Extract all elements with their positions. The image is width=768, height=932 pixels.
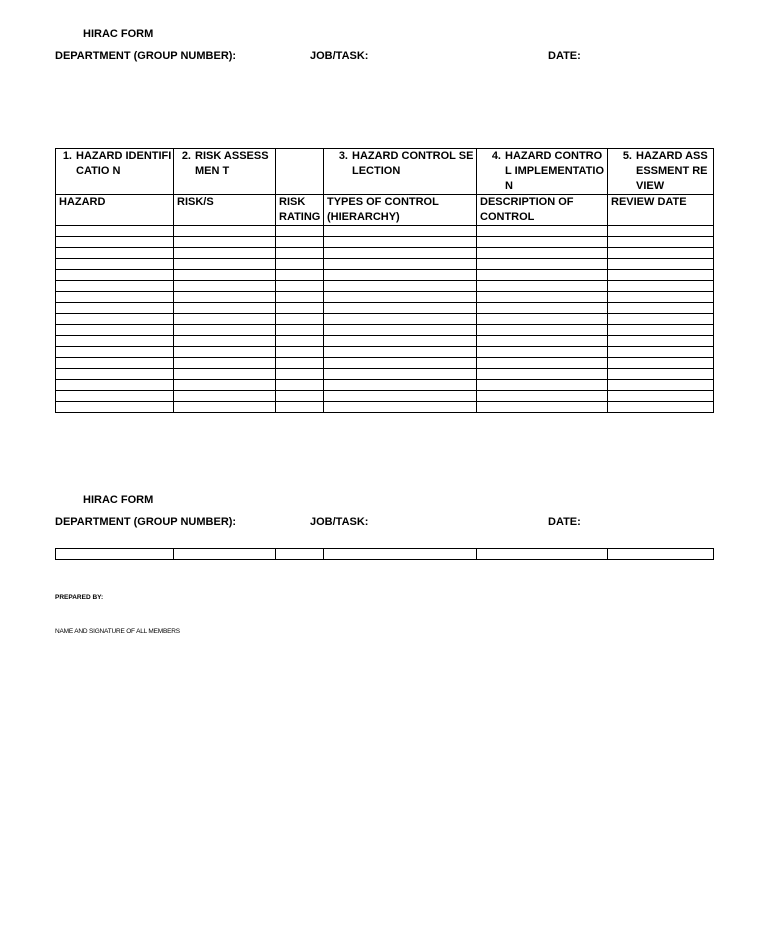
table-cell	[324, 303, 477, 314]
section-hazard-assessment-review: 5. HAZARD ASSESSMENT REVIEW	[608, 149, 714, 195]
table-cell	[174, 380, 276, 391]
table-cell	[56, 325, 174, 336]
section-blank	[276, 149, 324, 195]
table-cell	[477, 259, 608, 270]
table-cell	[276, 259, 324, 270]
table-cell	[477, 325, 608, 336]
table-cell	[56, 237, 174, 248]
table-row	[56, 369, 714, 380]
table-cell	[276, 314, 324, 325]
col-description-of-control: DESCRIPTION OF CONTROL	[477, 195, 608, 226]
table-cell	[477, 281, 608, 292]
table-cell	[608, 325, 714, 336]
table-row	[56, 237, 714, 248]
col-types-of-control: TYPES OF CONTROL (HIERARCHY)	[324, 195, 477, 226]
section-header-row	[56, 149, 714, 195]
table-cell	[56, 402, 174, 413]
table-cell	[477, 237, 608, 248]
col-risk-rating: RISK RATING	[276, 195, 324, 226]
table-cell	[608, 336, 714, 347]
job-task-label-2: JOB/TASK:	[310, 516, 369, 528]
section-risk-assessment: 2. RISK ASSESSMEN T	[174, 149, 276, 195]
column-header-row	[56, 195, 714, 226]
table-cell	[477, 248, 608, 259]
table-cell	[56, 380, 174, 391]
table-cell	[324, 369, 477, 380]
table-row	[56, 325, 714, 336]
department-label-2: DEPARTMENT (GROUP NUMBER):	[55, 516, 237, 528]
table-cell	[56, 292, 174, 303]
table-cell	[324, 281, 477, 292]
table-row	[56, 347, 714, 358]
table-cell	[174, 391, 276, 402]
table-cell	[608, 303, 714, 314]
table-cell	[477, 347, 608, 358]
table-cell	[477, 292, 608, 303]
table-cell	[608, 281, 714, 292]
col-risks: RISK/S	[174, 195, 276, 226]
table-row	[56, 380, 714, 391]
table-cell	[608, 292, 714, 303]
table-cell	[324, 226, 477, 237]
table-cell	[276, 347, 324, 358]
table-cell	[174, 325, 276, 336]
table-cell	[174, 248, 276, 259]
table-row	[56, 270, 714, 281]
table-cell	[477, 380, 608, 391]
col-hazard: HAZARD	[56, 195, 174, 226]
table-cell	[477, 369, 608, 380]
table-cell	[608, 402, 714, 413]
table-cell	[324, 402, 477, 413]
table-cell	[608, 391, 714, 402]
table-cell	[276, 336, 324, 347]
table-row	[56, 549, 714, 560]
table-cell	[174, 303, 276, 314]
table-cell	[56, 369, 174, 380]
table-cell	[477, 303, 608, 314]
table-row	[56, 248, 714, 259]
table-cell	[477, 314, 608, 325]
table-row	[56, 226, 714, 237]
table-row	[56, 391, 714, 402]
section-hazard-control-selection: 3. HAZARD CONTROL SELECTION	[324, 149, 477, 195]
table-cell	[276, 303, 324, 314]
table-cell	[608, 314, 714, 325]
table-cell	[56, 336, 174, 347]
table-cell	[608, 259, 714, 270]
table-cell	[608, 347, 714, 358]
table-cell	[276, 391, 324, 402]
table-row	[56, 281, 714, 292]
date-label: DATE:	[548, 50, 581, 62]
table-cell	[56, 347, 174, 358]
table-cell	[174, 226, 276, 237]
table-row	[56, 303, 714, 314]
table-cell	[174, 270, 276, 281]
table-cell	[324, 325, 477, 336]
table-cell	[56, 270, 174, 281]
hirac-table-2	[55, 548, 714, 560]
table-cell	[174, 259, 276, 270]
table-cell	[276, 380, 324, 391]
table-cell	[56, 358, 174, 369]
table-cell	[324, 380, 477, 391]
table-row	[56, 314, 714, 325]
table-cell	[477, 391, 608, 402]
table-cell	[276, 248, 324, 259]
table-cell	[174, 347, 276, 358]
prepared-by-label: PREPARED BY:	[55, 594, 104, 601]
table-cell	[276, 369, 324, 380]
table-cell	[56, 248, 174, 259]
table-cell	[276, 226, 324, 237]
table-cell	[276, 281, 324, 292]
table-cell	[174, 369, 276, 380]
table-cell	[608, 358, 714, 369]
table-cell	[477, 336, 608, 347]
table-cell	[174, 281, 276, 292]
names-signature-note: NAME AND SIGNATURE OF ALL MEMBERS	[55, 628, 180, 635]
table-cell	[608, 270, 714, 281]
form-title-2: HIRAC FORM	[83, 494, 154, 506]
table-cell	[608, 369, 714, 380]
job-task-label: JOB/TASK:	[310, 50, 369, 62]
table-cell	[276, 237, 324, 248]
table-cell	[174, 358, 276, 369]
table-row	[56, 402, 714, 413]
table-cell	[174, 336, 276, 347]
table-cell	[174, 314, 276, 325]
table-cell	[174, 237, 276, 248]
table-cell	[276, 358, 324, 369]
table-cell	[56, 391, 174, 402]
table-cell	[324, 248, 477, 259]
table-cell	[477, 402, 608, 413]
hirac-table	[55, 148, 714, 413]
table-cell	[276, 270, 324, 281]
table-cell	[324, 347, 477, 358]
table-cell	[276, 292, 324, 303]
table-cell	[608, 226, 714, 237]
table-cell	[324, 314, 477, 325]
table-row	[56, 259, 714, 270]
table-cell	[324, 336, 477, 347]
table-cell	[56, 226, 174, 237]
table-cell	[477, 270, 608, 281]
department-label: DEPARTMENT (GROUP NUMBER):	[55, 50, 237, 62]
table-cell	[56, 303, 174, 314]
table-cell	[324, 292, 477, 303]
table-cell	[56, 314, 174, 325]
table-cell	[608, 380, 714, 391]
table-row	[56, 336, 714, 347]
table-cell	[174, 402, 276, 413]
table-cell	[324, 259, 477, 270]
table-cell	[324, 391, 477, 402]
table-cell	[276, 402, 324, 413]
section-hazard-identification: 1. HAZARD IDENTIFICATIO N	[56, 149, 174, 195]
table-cell	[276, 325, 324, 336]
table-cell	[56, 281, 174, 292]
table-cell	[324, 237, 477, 248]
form-title: HIRAC FORM	[83, 28, 154, 40]
section-hazard-control-implementation: 4. HAZARD CONTROL IMPLEMENTATIO N	[477, 149, 608, 195]
col-review-date: REVIEW DATE	[608, 195, 714, 226]
table-row	[56, 292, 714, 303]
table-cell	[56, 259, 174, 270]
date-label-2: DATE:	[548, 516, 581, 528]
table-cell	[608, 237, 714, 248]
table-row	[56, 358, 714, 369]
table-cell	[174, 292, 276, 303]
table-cell	[324, 270, 477, 281]
table-cell	[477, 226, 608, 237]
table-cell	[477, 358, 608, 369]
table-cell	[324, 358, 477, 369]
table-cell	[608, 248, 714, 259]
table-body	[56, 226, 714, 413]
